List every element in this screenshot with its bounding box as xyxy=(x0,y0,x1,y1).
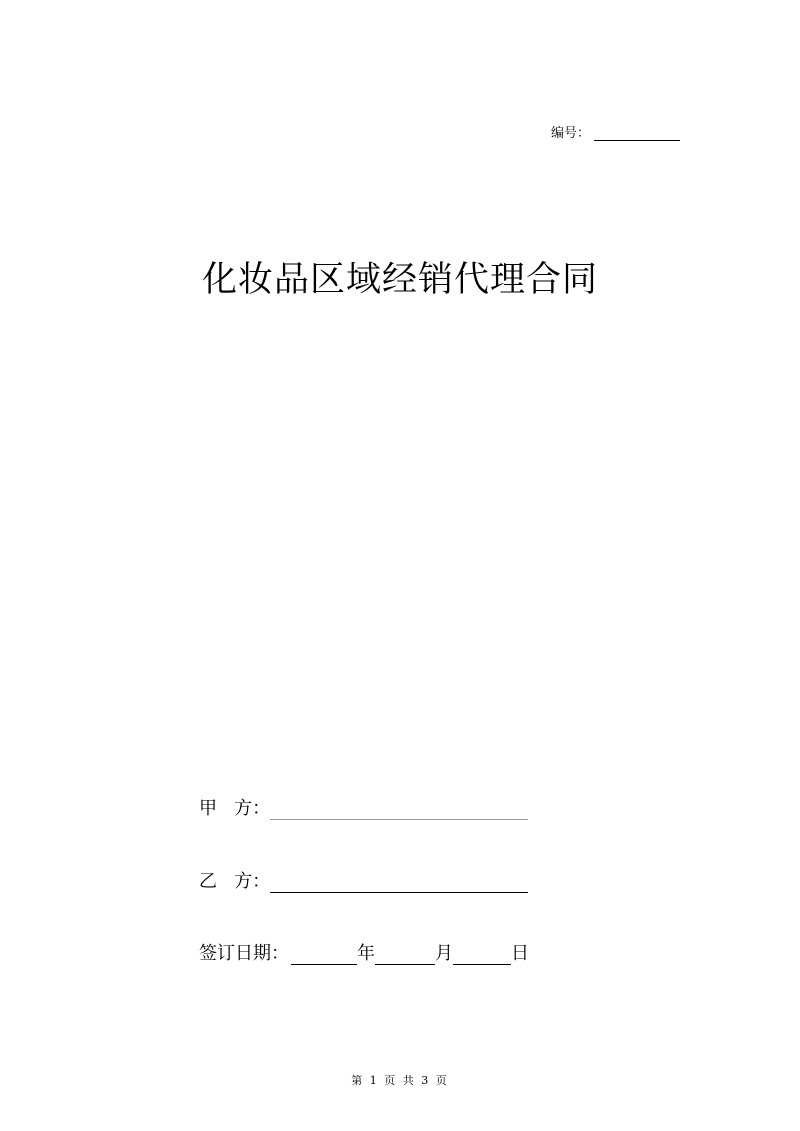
page-title: 化妆品区域经销代理合同 xyxy=(201,260,598,300)
party-a-label: 甲 方： xyxy=(199,798,271,819)
party-b-blank xyxy=(270,872,528,893)
day-blank xyxy=(453,944,511,965)
signing-date-field xyxy=(199,939,529,965)
month-label: 月 xyxy=(435,943,453,964)
signing-date-label: 签订日期： xyxy=(199,943,289,964)
year-label: 年 xyxy=(357,943,375,964)
party-a-blank xyxy=(270,799,528,820)
party-b-field xyxy=(199,867,528,893)
day-label: 日 xyxy=(511,943,529,964)
month-blank xyxy=(375,944,435,965)
document-number xyxy=(551,122,680,141)
party-a-field xyxy=(199,794,528,820)
year-blank xyxy=(291,944,357,965)
document-number-blank xyxy=(594,126,680,141)
party-b-label: 乙 方： xyxy=(199,871,271,892)
page-number-footer: 第 1 页 共 3 页 xyxy=(351,1074,449,1087)
document-number-label: 编号： xyxy=(551,126,591,141)
